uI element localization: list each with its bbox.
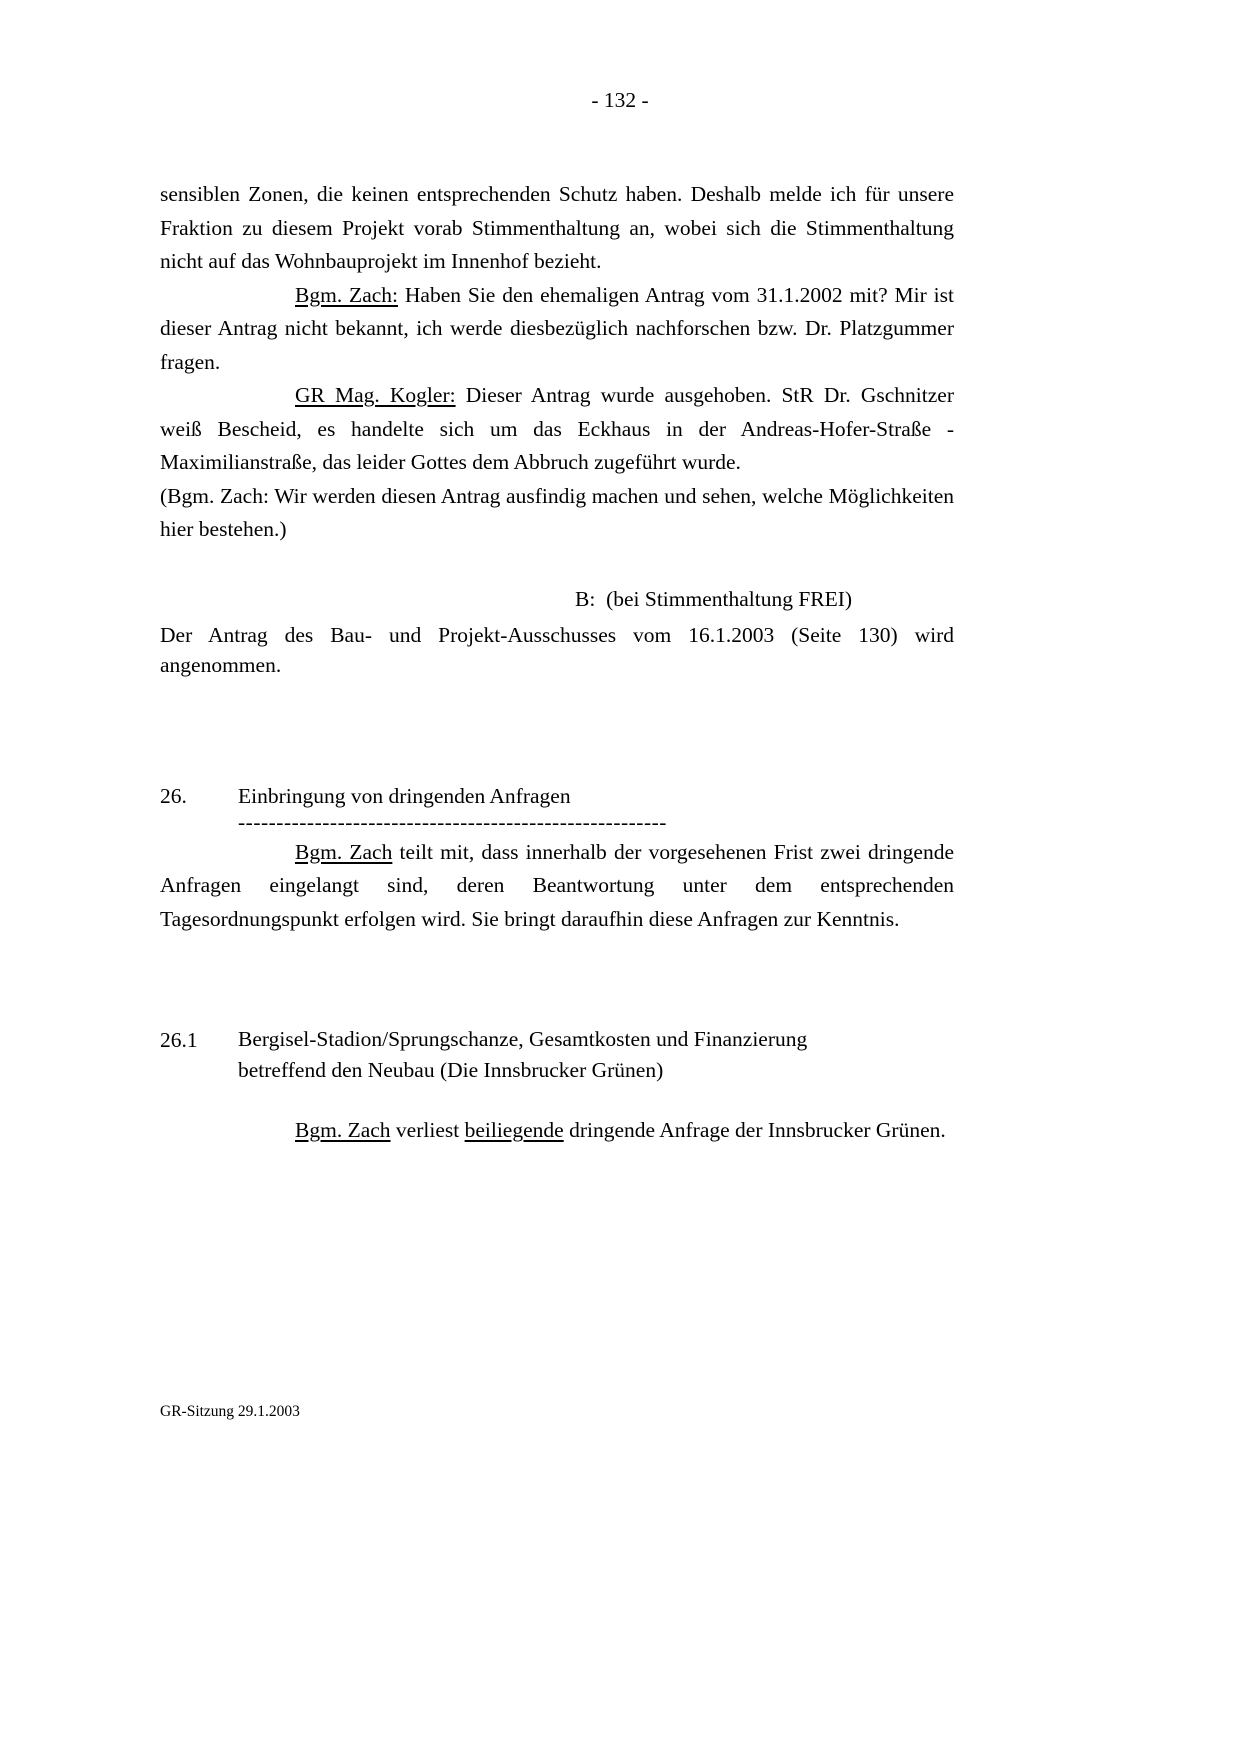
document-body (160, 178, 954, 1148)
speaker-text: dringende Anfrage der Innsbrucker Grünen. (563, 1118, 946, 1142)
paragraph-gr-mag-kogler (160, 379, 954, 480)
vote-result-line: B: (bei Stimmenthaltung FREI) (575, 586, 853, 611)
paragraph-bgm-zach (160, 279, 954, 380)
paragraph-parenthetical-remark: (Bgm. Zach: Wir werden diesen Antrag ausfindig machen und sehen, welche Möglichkeiten hier bestehen.) (160, 483, 954, 541)
speaker-name: Bgm. Zach: (295, 282, 399, 307)
paragraph-continuation: sensiblen Zonen, die keinen entsprechenden Schutz haben. Deshalb melde ich für unsere Fraktion zu diesem Projekt vorab Stimmenthaltung an, wobei sich die Stimmenthaltung nicht auf das Wohnbauprojekt im Innenhof bezieht. (160, 182, 954, 273)
underlined-word: beiliegende (464, 1118, 564, 1142)
paragraph-bgm-zach-announcement (160, 836, 954, 937)
speaker-name: GR Mag. Kogler: (295, 383, 456, 407)
section-title: Einbringung von dringenden Anfragen (238, 784, 571, 808)
page-number: - 132 - (591, 88, 649, 112)
section-title-block (238, 780, 954, 834)
speaker-name: Bgm. Zach (295, 1118, 391, 1142)
section-number: 26. (160, 784, 187, 808)
section-number: 26.1 (160, 1028, 198, 1052)
speaker-text: verliest (390, 1118, 465, 1142)
speaker-name: Bgm. Zach (295, 839, 393, 864)
section-heading-26-1 (160, 1024, 954, 1086)
page-footer: GR-Sitzung 29.1.2003 (160, 1403, 300, 1420)
speaker-text: Haben Sie den ehemaligen Antrag vom 31.1.2002 mit? Mir ist dieser Antrag nicht bekannt, ich werde diesbezüglich nachforschen bzw. Dr. Platzgummer fragen. (160, 282, 954, 374)
section-heading-26 (160, 780, 954, 834)
section-title: Bergisel-Stadion/Sprungschanze, Gesamtkosten und Finanzierung betreffend den Neubau (Die Innsbrucker Grünen) (238, 1027, 808, 1082)
decision-paragraph: Der Antrag des Bau- und Projekt-Ausschusses vom 16.1.2003 (Seite 130) wird angenommen. (160, 623, 954, 677)
speaker-text: teilt mit, dass innerhalb der vorgesehenen Frist zwei dringende Anfragen eingelangt sind, deren Beantwortung unter dem entsprechenden Tagesordnungspunkt erfolgen wird. Sie bringt daraufhin diese Anfragen zur Kenntnis. (160, 839, 954, 931)
speaker-text: Dieser Antrag wurde ausgehoben. StR Dr. Gschnitzer weiß Bescheid, es handelte sich um das Eckhaus in der Andreas-Hofer-Straße - Maximilianstraße, das leider Gottes dem Abbruch zugeführt wurde. (160, 383, 954, 474)
paragraph-bgm-zach-reads (160, 1114, 954, 1148)
section-title-underline: -------------------------------------------------------- (238, 809, 667, 834)
